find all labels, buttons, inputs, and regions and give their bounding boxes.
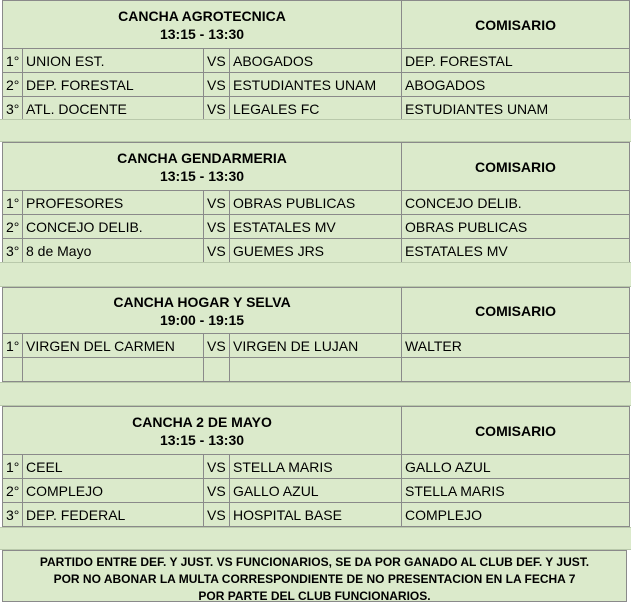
- match-number: 1°: [3, 455, 23, 479]
- away-team: HOSPITAL BASE: [230, 503, 402, 527]
- comisario-team: DEP. FORESTAL: [402, 49, 630, 73]
- venue-header: [3, 1, 402, 49]
- comisario-team: ESTUDIANTES UNAM: [402, 97, 630, 121]
- match-number: 1°: [3, 334, 23, 358]
- match-row: [3, 215, 630, 239]
- comisario-header: COMISARIO: [402, 407, 630, 455]
- venue-name: CANCHA HOGAR Y SELVA: [113, 293, 291, 310]
- comisario-team: GALLO AZUL: [402, 455, 630, 479]
- vs-label: VS: [204, 191, 230, 215]
- venue-header: [3, 407, 402, 455]
- empty-cell: [402, 358, 630, 382]
- venue-block-2-de-mayo: [2, 406, 630, 527]
- away-team: VIRGEN DE LUJAN: [230, 334, 402, 358]
- venue-name: CANCHA 2 DE MAYO: [132, 413, 272, 430]
- home-team: ATL. DOCENTE: [23, 97, 204, 121]
- home-team: UNION EST.: [23, 49, 204, 73]
- match-row: [3, 503, 630, 527]
- away-team: LEGALES FC: [230, 97, 402, 121]
- venue-time: 13:15 - 13:30: [159, 167, 245, 184]
- venue-block-gendarmeria: [2, 142, 630, 263]
- note-line-3: POR PARTE DEL CLUB FUNCIONARIOS.: [198, 589, 431, 603]
- match-number: 2°: [3, 73, 23, 97]
- home-team: CEEL: [23, 455, 204, 479]
- match-number: 3°: [3, 97, 23, 121]
- match-number: 1°: [3, 191, 23, 215]
- comisario-header: COMISARIO: [402, 143, 630, 191]
- match-number: 3°: [3, 503, 23, 527]
- vs-label: VS: [204, 455, 230, 479]
- comisario-team: ABOGADOS: [402, 73, 630, 97]
- away-team: STELLA MARIS: [230, 455, 402, 479]
- vs-label: VS: [204, 73, 230, 97]
- row-spacer: [0, 262, 631, 287]
- venue-time: 19:00 - 19:15: [159, 311, 245, 328]
- comisario-team: ESTATALES MV: [402, 239, 630, 263]
- empty-cell: [230, 358, 402, 382]
- comisario-team: OBRAS PUBLICAS: [402, 215, 630, 239]
- match-row: [3, 97, 630, 121]
- empty-cell: [3, 358, 23, 382]
- away-team: ESTUDIANTES UNAM: [230, 73, 402, 97]
- home-team: DEP. FORESTAL: [23, 73, 204, 97]
- venue-header: [3, 288, 402, 334]
- home-team: DEP. FEDERAL: [23, 503, 204, 527]
- venue-name: CANCHA AGROTECNICA: [118, 7, 286, 24]
- away-team: GALLO AZUL: [230, 479, 402, 503]
- match-row: [3, 455, 630, 479]
- home-team: PROFESORES: [23, 191, 204, 215]
- home-team: VIRGEN DEL CARMEN: [23, 334, 204, 358]
- away-team: GUEMES JRS: [230, 239, 402, 263]
- comisario-team: STELLA MARIS: [402, 479, 630, 503]
- match-row: [3, 334, 630, 358]
- match-row: [3, 191, 630, 215]
- empty-cell: [23, 358, 204, 382]
- row-spacer: [0, 382, 631, 406]
- match-row: [3, 479, 630, 503]
- comisario-header: COMISARIO: [402, 288, 630, 334]
- venue-name: CANCHA GENDARMERIA: [117, 149, 287, 166]
- vs-label: VS: [204, 239, 230, 263]
- disciplinary-note: [2, 550, 627, 602]
- match-number: 2°: [3, 215, 23, 239]
- venue-header: [3, 143, 402, 191]
- vs-label: VS: [204, 503, 230, 527]
- away-team: ESTATALES MV: [230, 215, 402, 239]
- venue-block-agrotecnica: [2, 0, 630, 121]
- match-number: 1°: [3, 49, 23, 73]
- note-line-1: PARTIDO ENTRE DEF. Y JUST. VS FUNCIONARIOS, SE DA POR GANADO AL CLUB DEF. Y JUST.: [39, 555, 590, 569]
- empty-cell: [204, 358, 230, 382]
- match-number: 3°: [3, 239, 23, 263]
- venue-time: 13:15 - 13:30: [159, 431, 245, 448]
- vs-label: VS: [204, 334, 230, 358]
- match-row: [3, 239, 630, 263]
- vs-label: VS: [204, 215, 230, 239]
- match-row: [3, 73, 630, 97]
- venue-block-hogar-y-selva: [2, 287, 630, 382]
- away-team: OBRAS PUBLICAS: [230, 191, 402, 215]
- home-team: CONCEJO DELIB.: [23, 215, 204, 239]
- vs-label: VS: [204, 97, 230, 121]
- comisario-team: CONCEJO DELIB.: [402, 191, 630, 215]
- comisario-team: WALTER: [402, 334, 630, 358]
- match-number: 2°: [3, 479, 23, 503]
- venue-time: 13:15 - 13:30: [159, 25, 245, 42]
- vs-label: VS: [204, 479, 230, 503]
- row-spacer: [0, 119, 631, 142]
- note-line-2: POR NO ABONAR LA MULTA CORRESPONDIENTE DE NO PRESENTACION EN LA FECHA 7: [53, 572, 576, 586]
- comisario-team: COMPLEJO: [402, 503, 630, 527]
- row-spacer: [0, 527, 631, 550]
- home-team: 8 de Mayo: [23, 239, 204, 263]
- home-team: COMPLEJO: [23, 479, 204, 503]
- vs-label: VS: [204, 49, 230, 73]
- away-team: ABOGADOS: [230, 49, 402, 73]
- comisario-header: COMISARIO: [402, 1, 630, 49]
- empty-row: [3, 358, 630, 382]
- match-row: [3, 49, 630, 73]
